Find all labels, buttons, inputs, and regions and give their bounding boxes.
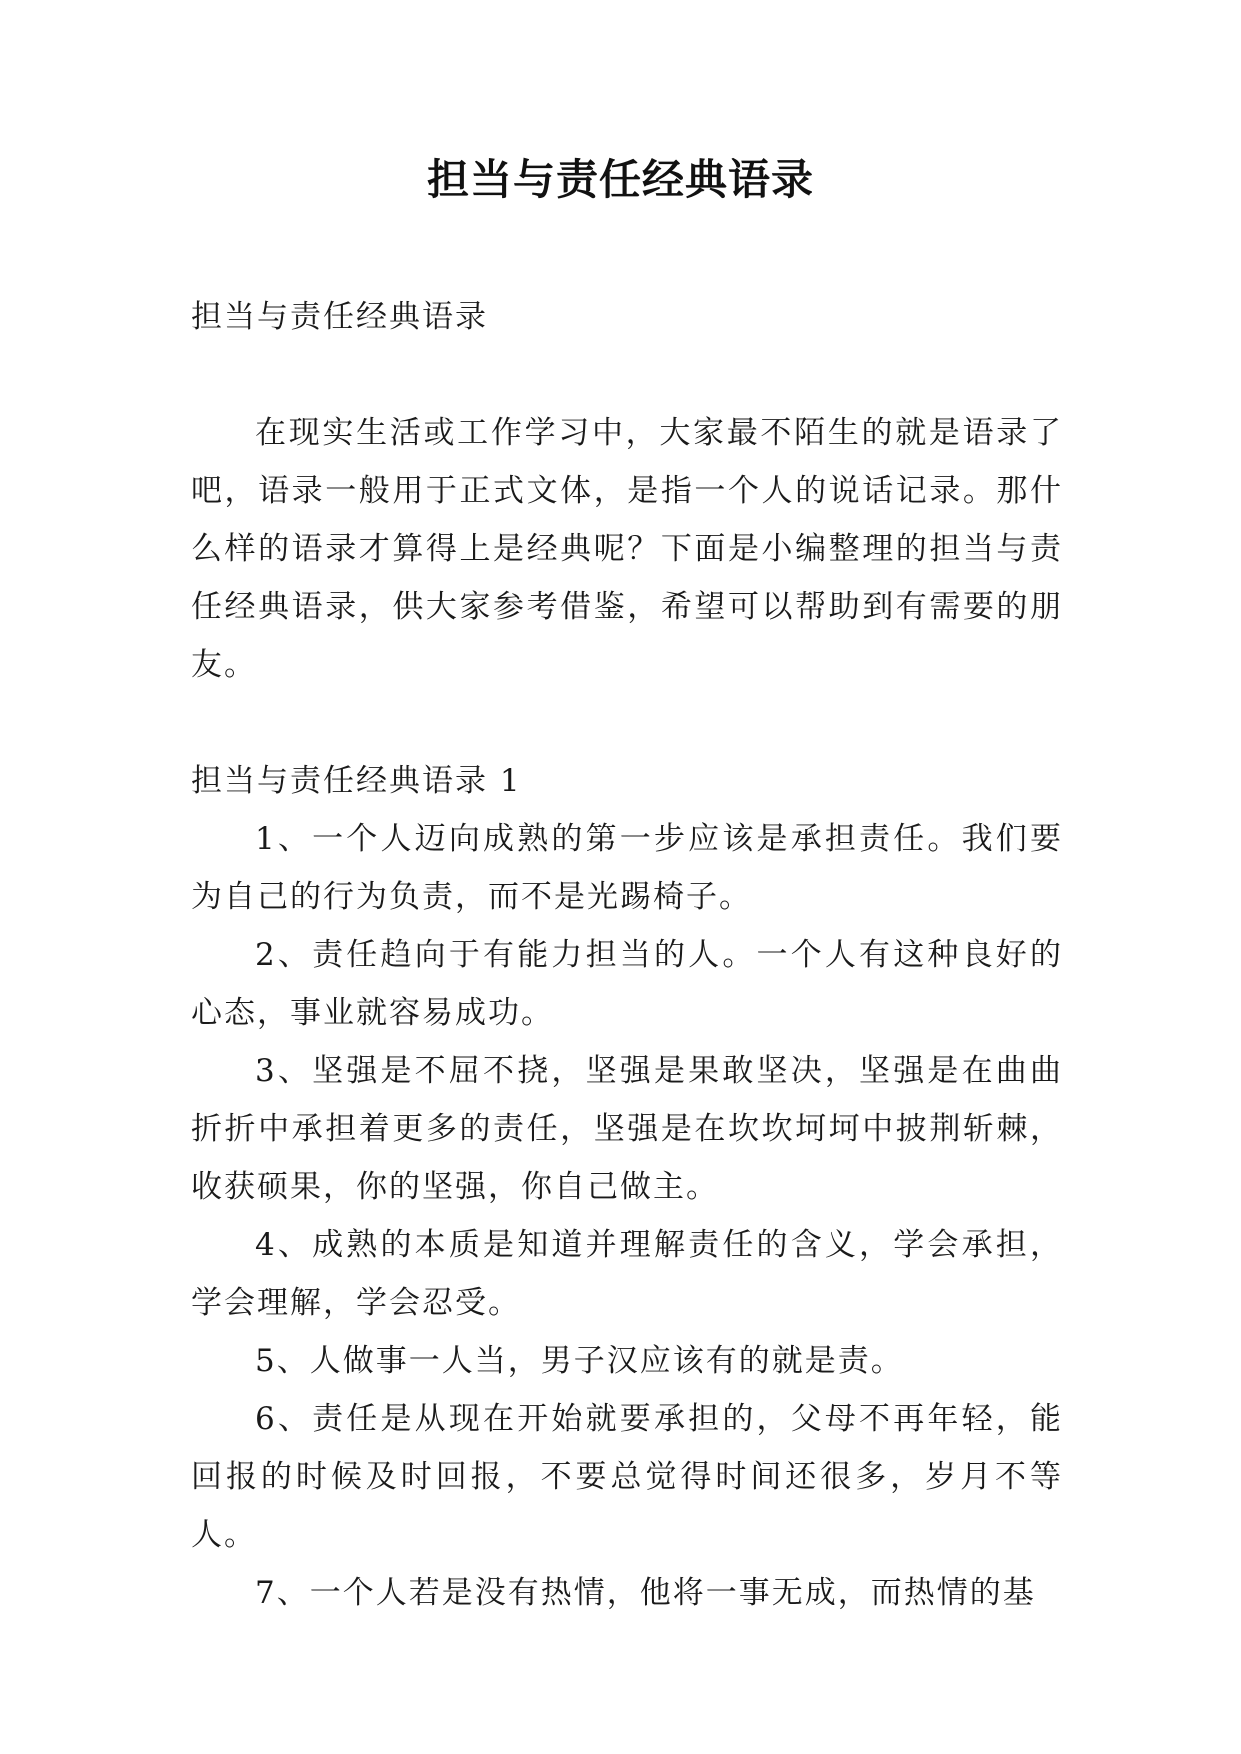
quote-paragraph: 2、责任趋向于有能力担当的人。一个人有这种良好的心态，事业就容易成功。 bbox=[191, 937, 1063, 1031]
document-title: 担当与责任经典语录 bbox=[426, 155, 814, 204]
spacer bbox=[191, 694, 1063, 752]
quote-paragraph: 1、一个人迈向成熟的第一步应该是承担责任。我们要为自己的行为负责，而不是光踢椅子。 bbox=[191, 821, 1063, 915]
quote-paragraph: 4、成熟的本质是知道并理解责任的含义，学会承担，学会理解，学会忍受。 bbox=[191, 1227, 1063, 1321]
document-body bbox=[191, 288, 1063, 1622]
section-heading: 担当与责任经典语录 1 bbox=[191, 763, 522, 799]
spacer bbox=[191, 346, 1063, 404]
quote-paragraph: 7、一个人若是没有热情，他将一事无成，而热情的基 bbox=[255, 1575, 1036, 1611]
quote-paragraph: 6、责任是从现在开始就要承担的，父母不再年轻，能回报的时候及时回报，不要总觉得时间还很多，岁月不等人。 bbox=[191, 1401, 1063, 1553]
quote-paragraph: 3、坚强是不屈不挠，坚强是果敢坚决，坚强是在曲曲折折中承担着更多的责任，坚强是在坎坎坷坷中披荆斩棘，收获硕果，你的坚强，你自己做主。 bbox=[191, 1053, 1063, 1205]
intro-paragraph: 在现实生活或工作学习中，大家最不陌生的就是语录了吧，语录一般用于正式文体，是指一个人的说话记录。那什么样的语录才算得上是经典呢？下面是小编整理的担当与责任经典语录，供大家参考借鉴，希望可以帮助到有需要的朋友。 bbox=[191, 415, 1063, 683]
quote-paragraph: 5、人做事一人当，男子汉应该有的就是责。 bbox=[255, 1343, 904, 1379]
subtitle: 担当与责任经典语录 bbox=[191, 299, 488, 335]
